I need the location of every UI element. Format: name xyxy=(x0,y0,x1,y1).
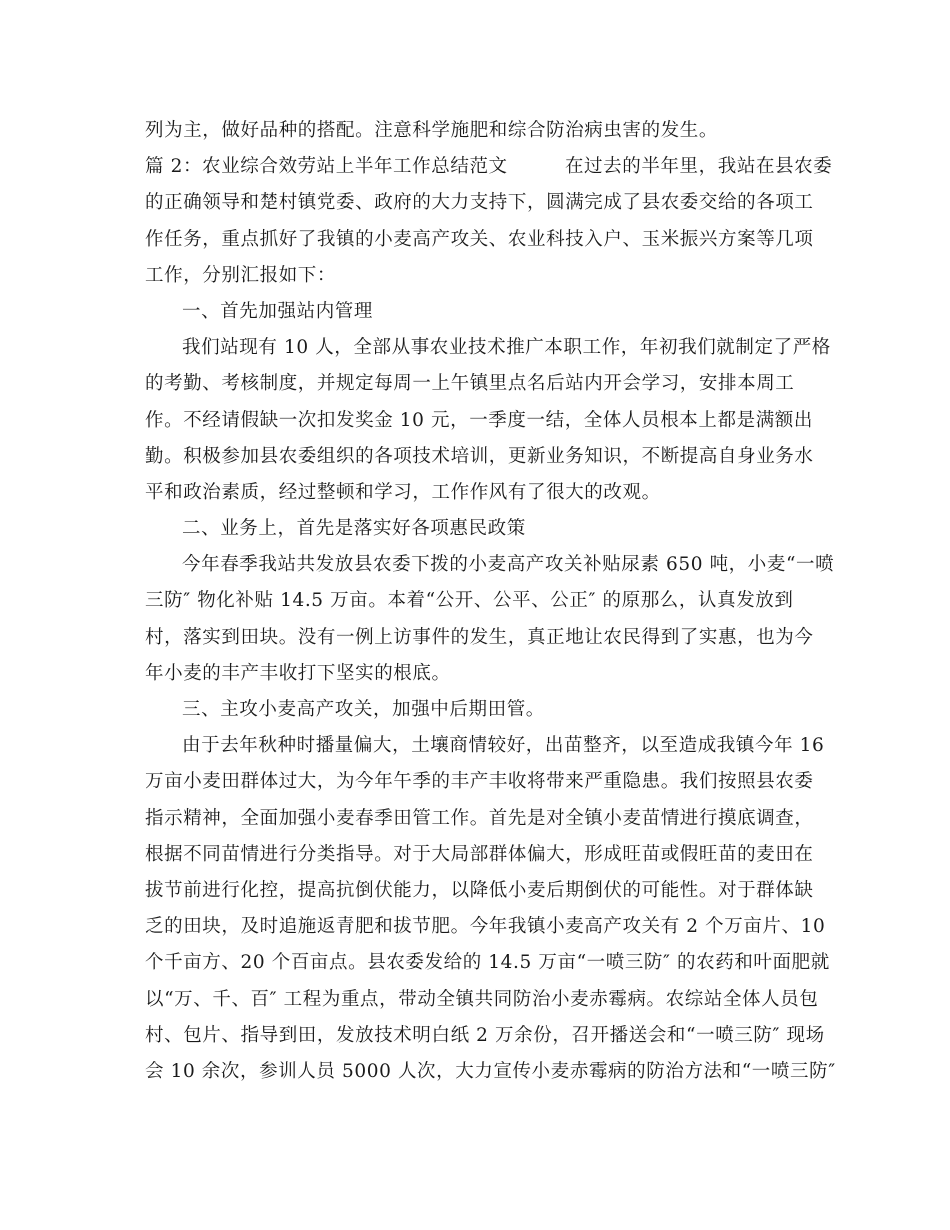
section-heading: 一、首先加强站内管理 xyxy=(182,300,374,322)
text-line: 年小麦的丰产丰收打下坚实的根底。 xyxy=(145,662,451,684)
text-line: 根据不同苗情进行分类指导。对于大局部群体偏大，形成旺苗或假旺苗的麦田在 xyxy=(145,843,814,865)
text-line: 三防″ 物化补贴 14.5 万亩。本着“公开、公平、公正″ 的原那么，认真发放到 xyxy=(145,590,794,612)
text-line: 村、包片、指导到田，发放技术明白纸 2 万余份，召开播送会和“一喷三防″ 现场 xyxy=(145,1024,825,1046)
text-line: 拔节前进行化控，提高抗倒伏能力，以降低小麦后期倒伏的可能性。对于群体缺 xyxy=(145,879,814,901)
text-line: 指示精神，全面加强小麦春季田管工作。首先是对全镇小麦苗情进行摸底调查， xyxy=(145,807,814,829)
text-line: 工作，分别汇报如下： xyxy=(145,264,337,286)
text-line: 个千亩方、20 个百亩点。县农委发给的 14.5 万亩“一喷三防″ 的农药和叶面肥就 xyxy=(145,952,830,974)
text-line: 村，落实到田块。没有一例上访事件的发生，真正地让农民得到了实惠，也为今 xyxy=(145,626,814,648)
text-line: 会 10 余次，参训人员 5000 人次，大力宣传小麦赤霉病的防治方法和“一喷三防″ xyxy=(145,1060,836,1082)
paragraph-first-line: 今年春季我站共发放县农委下拨的小麦高产攻关补贴尿素 650 吨，小麦“一喷 xyxy=(182,554,835,576)
text-line: 作。不经请假缺一次扣发奖金 10 元，一季度一结，全体人员根本上都是满额出 xyxy=(145,409,814,431)
text-line: 的考勤、考核制度，并规定每周一上午镇里点名后站内开会学习，安排本周工 xyxy=(145,373,795,395)
section-heading: 二、业务上，首先是落实好各项惠民政策 xyxy=(182,518,526,540)
text-line: 平和政治素质，经过整顿和学习，工作作风有了很大的改观。 xyxy=(145,481,661,503)
text-line: 的正确领导和楚村镇党委、政府的大力支持下，圆满完成了县农委交给的各项工 xyxy=(145,192,814,214)
text-line: 篇 2：农业综合效劳站上半年工作总结范文 在过去的半年里，我站在县农委 xyxy=(145,156,833,178)
text-line: 列为主，做好品种的搭配。注意科学施肥和综合防治病虫害的发生。 xyxy=(145,120,719,141)
text-line: 作任务，重点抓好了我镇的小麦高产攻关、农业科技入户、玉米振兴方案等几项 xyxy=(145,228,814,250)
text-line: 乏的田块，及时追施返青肥和拔节肥。今年我镇小麦高产攻关有 2 个万亩片、10 xyxy=(145,916,826,938)
document-body xyxy=(145,113,836,1090)
text-line: 以“万、千、百″ 工程为重点，带动全镇共同防治小麦赤霉病。农综站全体人员包 xyxy=(145,988,819,1010)
text-line: 勤。积极参加县农委组织的各项技术培训，更新业务知识，不断提高自身业务水 xyxy=(145,445,814,467)
paragraph-first-line: 我们站现有 10 人，全部从事农业技术推广本职工作，年初我们就制定了严格 xyxy=(182,337,831,359)
paragraph-first-line: 由于去年秋种时播量偏大，土壤商情较好，出苗整齐，以至造成我镇今年 16 xyxy=(182,735,825,757)
text-line: 万亩小麦田群体过大，为今年午季的丰产丰收将带来严重隐患。我们按照县农委 xyxy=(145,771,814,793)
section-heading: 三、主攻小麦高产攻关，加强中后期田管。 xyxy=(182,699,545,720)
